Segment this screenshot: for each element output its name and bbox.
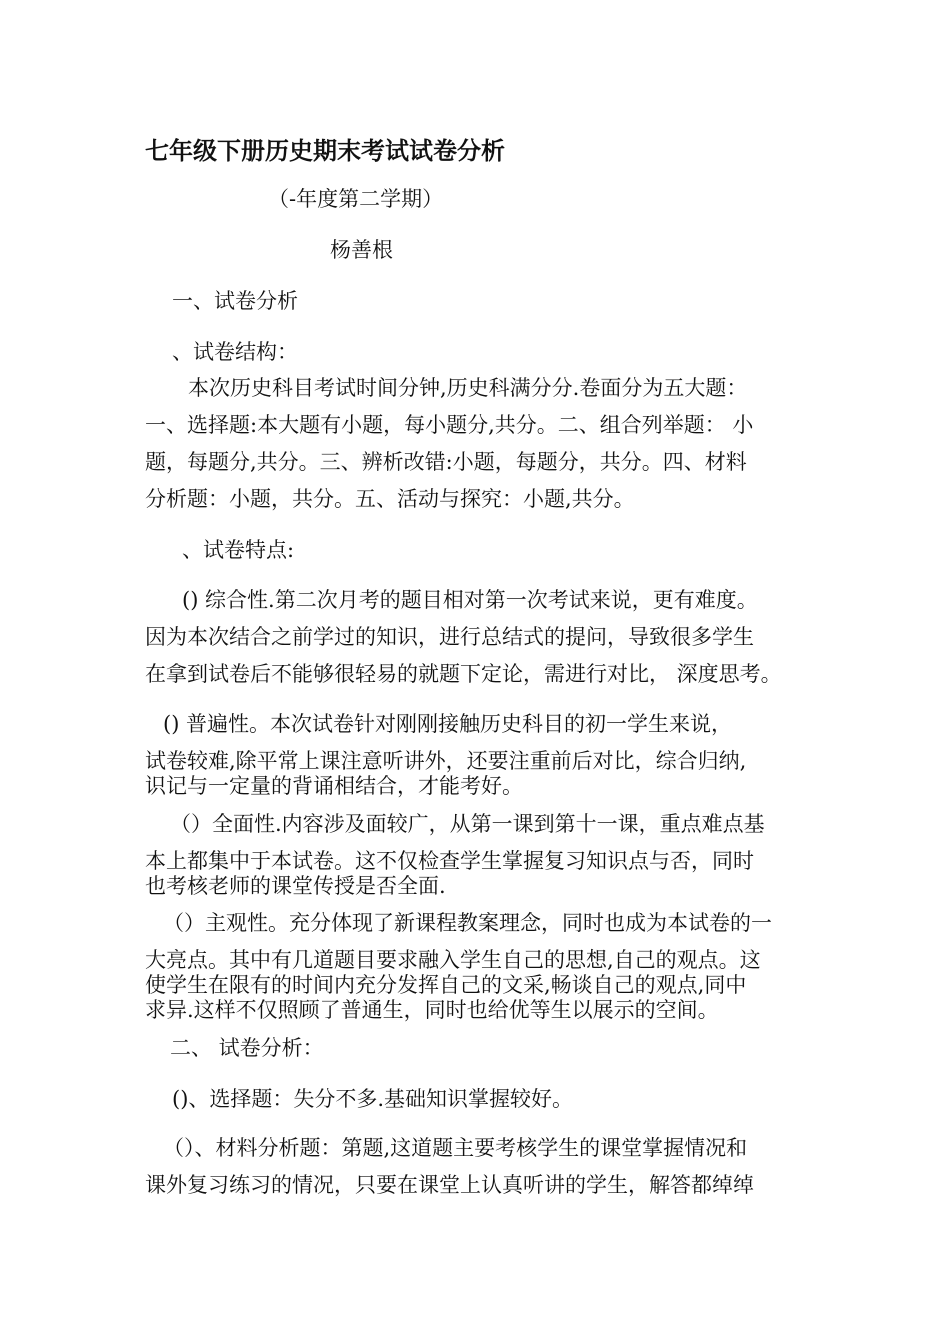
author-name: 杨善根 [330,238,393,262]
structure-heading: 、试卷结构： [172,340,298,364]
section2-item-material: 课外复习练习的情况，只要在课堂上认真听讲的学生，解答都绰绰 [145,1173,754,1197]
feature2-line: 试卷较难,除平常上课注意听讲外，还要注重前后对比，综合归纳, [145,749,747,773]
feature4-line: 使学生在限有的时间内充分发挥自己的文采,畅谈自己的观点,同中 [145,973,747,997]
feature4-line: 大亮点。其中有几道题目要求融入学生自己的思想,自己的观点。这 [145,948,761,972]
feature1-line: 在拿到试卷后不能够很轻易的就题下定论，需进行对比， 深度思考。 [145,662,782,686]
structure-line: 一、选择题:本大题有小题，每小题分,共分。二、组合列举题： 小 [145,413,754,437]
feature3-line: （）全面性.内容涉及面较广，从第一课到第十一课，重点难点基 [170,812,765,836]
feature3-line: 本上都集中于本试卷。这不仅检查学生掌握复习知识点与否，同时 [145,849,754,873]
feature2-line: () 普遍性。本次试卷针对刚刚接触历史科目的初一学生来说， [163,712,733,736]
page-title: 七年级下册历史期末考试试卷分析 [145,137,505,165]
structure-line: 分析题：小题，共分。五、活动与探究：小题,共分。 [145,487,635,511]
section2-heading: 二、 试卷分析： [170,1036,324,1060]
feature4-line: 求异.这样不仅照顾了普通生，同时也给优等生以展示的空间。 [145,998,719,1022]
feature4-line: （）主观性。充分体现了新课程教案理念，同时也成为本试卷的一 [163,911,772,935]
feature1-line: () 综合性.第二次月考的题目相对第一次考试来说，更有难度。 [182,588,758,612]
section2-item-choice: ()、选择题：失分不多.基础知识掌握较好。 [172,1087,574,1111]
feature2-line: 识记与一定量的背诵相结合，才能考好。 [145,774,523,798]
feature1-line: 因为本次结合之前学过的知识，进行总结式的提问，导致很多学生 [145,625,754,649]
feature3-line: 也考核老师的课堂传授是否全面. [145,874,446,898]
features-heading: 、试卷特点: [182,538,295,562]
section2-item-material: （）、材料分析题：第题,这道题主要考核学生的课堂掌握情况和 [163,1136,748,1160]
structure-line: 题，每题分,共分。三、辨析改错:小题，每题分，共分。四、材料 [145,450,747,474]
section1-heading: 一、试卷分析 [172,289,298,313]
subtitle-semester: （-年度第二学期） [268,187,444,211]
structure-line: 本次历史科目考试时间分钟,历史科满分分.卷面分为五大题： [188,376,748,400]
